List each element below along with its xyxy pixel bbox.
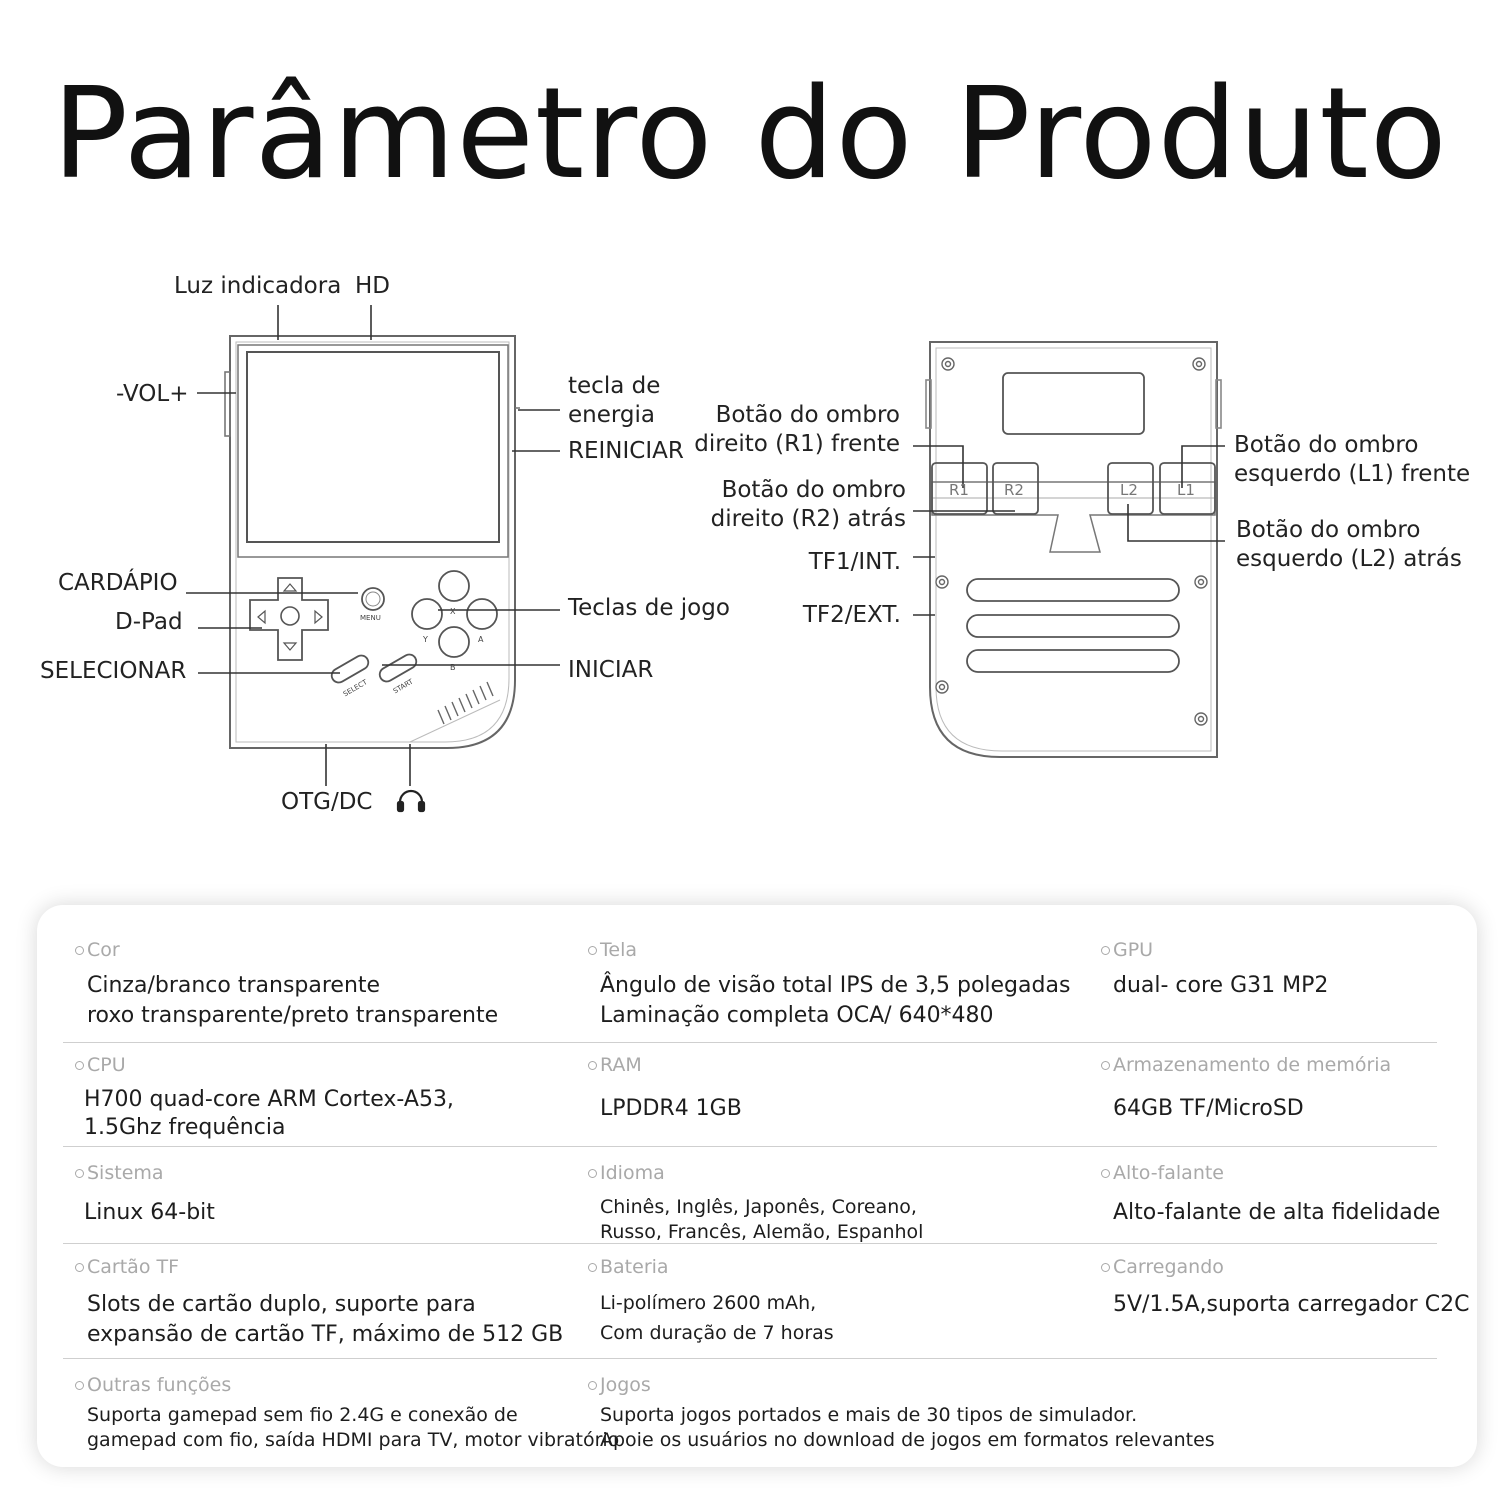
specs-card <box>37 905 1477 1467</box>
spec-value: dual- core G31 MP2 <box>1113 973 1329 998</box>
spec-value: Suporta jogos portados e mais de 30 tipos de simulador. Apoie os usuários no download de jogos em formatos relevantes <box>600 1404 1215 1451</box>
back-body-outline <box>930 342 1217 757</box>
front-device <box>225 336 520 748</box>
spec-value: Linux 64-bit <box>84 1200 215 1225</box>
grip-slot-3 <box>967 650 1179 672</box>
label-menu: CARDÁPIO <box>58 570 178 596</box>
label-dpad: D-Pad <box>115 609 183 635</box>
key-a-text: A <box>478 635 484 644</box>
spec-games <box>588 1373 1215 1453</box>
label-start: INICIAR <box>568 657 654 683</box>
bullet-icon <box>1101 1263 1110 1272</box>
spec-value: Cinza/branco transparente roxo transparente/preto transparente <box>87 973 499 1028</box>
spec-label: GPU <box>1113 939 1154 961</box>
l1-text: L1 <box>1177 481 1195 499</box>
label-power-key: tecla de energia <box>568 373 661 428</box>
bullet-icon <box>75 1169 84 1178</box>
back-device <box>926 342 1221 757</box>
bullet-icon <box>75 1263 84 1272</box>
bullet-icon <box>75 946 84 955</box>
label-indicator-light: Luz indicadora <box>174 273 342 299</box>
label-volume: -VOL+ <box>116 381 189 407</box>
spec-value: Ângulo de visão total IPS de 3,5 polegadas Laminação completa OCA/ 640*480 <box>600 973 1071 1028</box>
bullet-icon <box>1101 1061 1110 1070</box>
spec-charging <box>1101 1255 1469 1320</box>
button-x <box>439 571 469 601</box>
spec-value: Alto-falante de alta fidelidade <box>1113 1200 1441 1225</box>
grip-slot-2 <box>967 615 1179 637</box>
label-l1: Botão do ombro esquerdo (L1) frente <box>1234 432 1471 487</box>
front-leader-lines <box>186 305 560 786</box>
spec-label: Alto-falante <box>1113 1162 1224 1184</box>
screen <box>247 352 499 542</box>
spec-ram <box>588 1053 742 1124</box>
menu-text: MENU <box>360 614 381 622</box>
start-button <box>377 652 419 684</box>
button-b <box>439 627 469 657</box>
label-l2: Botão do ombro esquerdo (L2) atrás <box>1236 517 1462 572</box>
page-title: Parâmetro do Produto <box>52 60 1448 207</box>
spec-label: Idioma <box>600 1162 665 1184</box>
spec-screen <box>588 938 1070 1031</box>
r2-text: R2 <box>1004 481 1024 499</box>
l2-text: L2 <box>1120 481 1138 499</box>
select-text: SELECT <box>341 678 369 699</box>
vol-rocker <box>225 372 230 436</box>
label-r2: Botão do ombro direito (R2) atrás <box>710 477 906 532</box>
spec-tf-card <box>75 1255 563 1350</box>
spec-cpu <box>75 1053 454 1142</box>
dpad <box>250 578 328 660</box>
bullet-icon <box>588 946 597 955</box>
row-divider <box>63 1042 1437 1043</box>
spec-system <box>75 1161 215 1228</box>
spec-label: Tela <box>600 939 637 961</box>
key-y-text: Y <box>423 635 428 644</box>
r1-text: R1 <box>949 481 969 499</box>
label-tf1: TF1/INT. <box>808 549 901 575</box>
spec-value: Slots de cartão duplo, suporte para expansão de cartão TF, máximo de 512 GB <box>87 1292 564 1347</box>
spec-label: CPU <box>87 1054 126 1076</box>
speaker-grill <box>438 682 493 724</box>
label-r1: Botão do ombro direito (R1) frente <box>694 402 900 457</box>
spec-label: Outras funções <box>87 1374 232 1396</box>
spec-value: H700 quad-core ARM Cortex-A53, 1.5Ghz frequência <box>84 1087 454 1140</box>
spec-label: RAM <box>600 1054 642 1076</box>
spec-battery <box>588 1255 834 1348</box>
bullet-icon <box>588 1381 597 1390</box>
spec-label: Sistema <box>87 1162 164 1184</box>
spec-other-functions <box>75 1373 619 1453</box>
spec-label: Armazenamento de memória <box>1113 1054 1392 1076</box>
row-divider <box>63 1146 1437 1147</box>
button-a <box>467 599 497 629</box>
spec-value: Suporta gamepad sem fio 2.4G e conexão de gamepad com fio, saída HDMI para TV, motor vibratório <box>87 1404 620 1451</box>
menu-button <box>362 588 384 610</box>
bullet-icon <box>1101 1169 1110 1178</box>
button-y <box>412 599 442 629</box>
row-divider <box>63 1358 1437 1359</box>
spec-storage <box>1101 1053 1391 1124</box>
bullet-icon <box>588 1169 597 1178</box>
label-tf2: TF2/EXT. <box>802 602 901 628</box>
spec-label: Cartão TF <box>87 1256 180 1278</box>
screen-frame <box>238 345 508 557</box>
spec-value: 5V/1.5A,suporta carregador C2C <box>1113 1292 1470 1317</box>
spec-label: Cor <box>87 939 120 961</box>
spec-label: Jogos <box>600 1374 651 1396</box>
bullet-icon <box>75 1061 84 1070</box>
key-x-text: X <box>450 607 456 616</box>
start-text: START <box>391 677 415 696</box>
headphone-icon <box>398 791 424 811</box>
bullet-icon <box>588 1061 597 1070</box>
spec-color <box>75 938 498 1031</box>
spec-value: LPDDR4 1GB <box>600 1096 742 1121</box>
label-reset: REINICIAR <box>568 438 684 464</box>
label-window <box>1003 373 1144 434</box>
spec-speaker <box>1101 1161 1440 1228</box>
spec-value: Li-polímero 2600 mAh, Com duração de 7 horas <box>600 1292 834 1344</box>
spec-value: Chinês, Inglês, Japonês, Coreano, Russo, Francês, Alemão, Espanhol <box>600 1196 924 1243</box>
label-select: SELECIONAR <box>40 658 187 684</box>
label-otg-dc: OTG/DC <box>281 789 373 815</box>
bullet-icon <box>1101 946 1110 955</box>
spec-label: Carregando <box>1113 1256 1224 1278</box>
spec-language <box>588 1161 923 1245</box>
bullet-icon <box>75 1381 84 1390</box>
label-hd: HD <box>355 273 391 299</box>
spec-value: 64GB TF/MicroSD <box>1113 1096 1304 1121</box>
spec-label: Bateria <box>600 1256 669 1278</box>
grip-slot-1 <box>967 579 1179 601</box>
label-game-keys: Teclas de jogo <box>568 595 730 621</box>
spec-gpu <box>1101 938 1328 1001</box>
bullet-icon <box>588 1263 597 1272</box>
key-b-text: B <box>450 663 456 672</box>
